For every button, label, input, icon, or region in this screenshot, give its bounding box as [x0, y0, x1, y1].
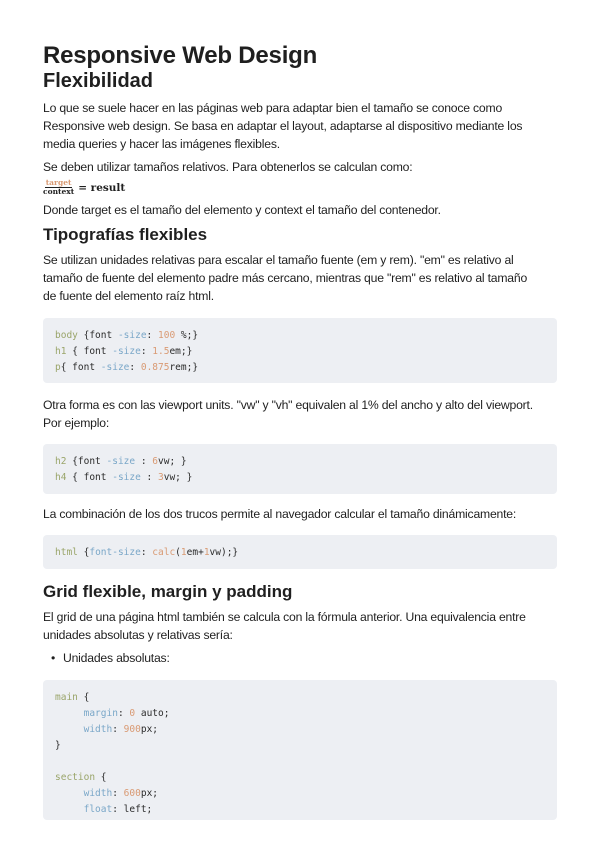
section-title-flexibilidad: Flexibilidad	[43, 70, 154, 92]
heading-tipografias: Tipografías flexibles	[43, 225, 208, 244]
intro-line-1: Lo que se suele hacer en las páginas web para adaptar bien el tamaño se conoce como	[43, 101, 503, 115]
grid-line-2: unidades absolutas y relativas sería:	[43, 628, 233, 642]
code-line: html {font-size: calc(1em+1vw);}	[55, 547, 239, 558]
viewport-line-1: Otra forma es con las viewport units. "vw" y "vh" equivalen al 1% del ancho y alto del viewport.	[43, 398, 533, 412]
intro-line-3: media queries y hacer las imágenes flexibles.	[43, 137, 280, 151]
code-line: section {	[55, 772, 107, 783]
code-line: h1 { font -size: 1.5em;}	[55, 346, 193, 357]
code-line: h2 {font -size : 6vw; }	[55, 456, 187, 467]
list-item: • Unidades absolutas:	[43, 649, 170, 667]
code-line: p{ font -size: 0.875rem;}	[55, 362, 199, 373]
viewport-line-2: Por ejemplo:	[43, 416, 110, 430]
formula-result: = result	[78, 181, 126, 194]
code-line: h4 { font -size : 3vw; }	[55, 472, 193, 483]
code-block-grid	[43, 680, 557, 820]
code-block-font-size	[43, 318, 557, 383]
code-line: width: 600px;	[83, 788, 159, 799]
page-title: Responsive Web Design	[43, 42, 318, 69]
tipografias-line-2: tamaño de fuente del elemento padre más cercano, mientras que "rem" es relativo al tamaño	[43, 271, 528, 285]
formula	[43, 179, 125, 196]
code-line: margin: 0 auto;	[83, 708, 170, 719]
code-line-blank	[55, 754, 545, 770]
code-block-viewport	[43, 444, 557, 494]
code-line: }	[55, 740, 61, 751]
combination-paragraph: La combinación de los dos trucos permite al navegador calcular el tamaño dinámicamente:	[43, 507, 517, 521]
intro-paragraph-2: Se deben utilizar tamaños relativos. Para obtenerlos se calculan como:	[43, 160, 413, 174]
code-line: width: 900px;	[83, 724, 159, 735]
intro-line-2: Responsive web design. Se basa en adaptar el layout, adaptarse al dispositivo mediante los	[43, 119, 523, 133]
formula-denominator: context	[43, 187, 75, 196]
grid-line-1: El grid de una página html también se calcula con la fórmula anterior. Una equivalencia entre	[43, 610, 526, 624]
code-line: main {	[55, 692, 90, 703]
code-line: float: left;	[83, 804, 153, 815]
intro-paragraph-3: Donde target es el tamaño del elemento y context el tamaño del contenedor.	[43, 203, 441, 217]
formula-fraction	[43, 179, 74, 196]
formula-numerator: target	[45, 178, 72, 187]
heading-grid-flexible: Grid flexible, margin y padding	[43, 582, 293, 601]
bullet-list	[43, 649, 170, 667]
tipografias-line-3: de fuente del elemento raíz html.	[43, 289, 214, 303]
code-line: body {font -size: 100 %;}	[55, 330, 199, 341]
tipografias-line-1: Se utilizan unidades relativas para escalar el tamaño fuente (em y rem). "em" es relativo al	[43, 253, 514, 267]
code-block-calc	[43, 535, 557, 569]
